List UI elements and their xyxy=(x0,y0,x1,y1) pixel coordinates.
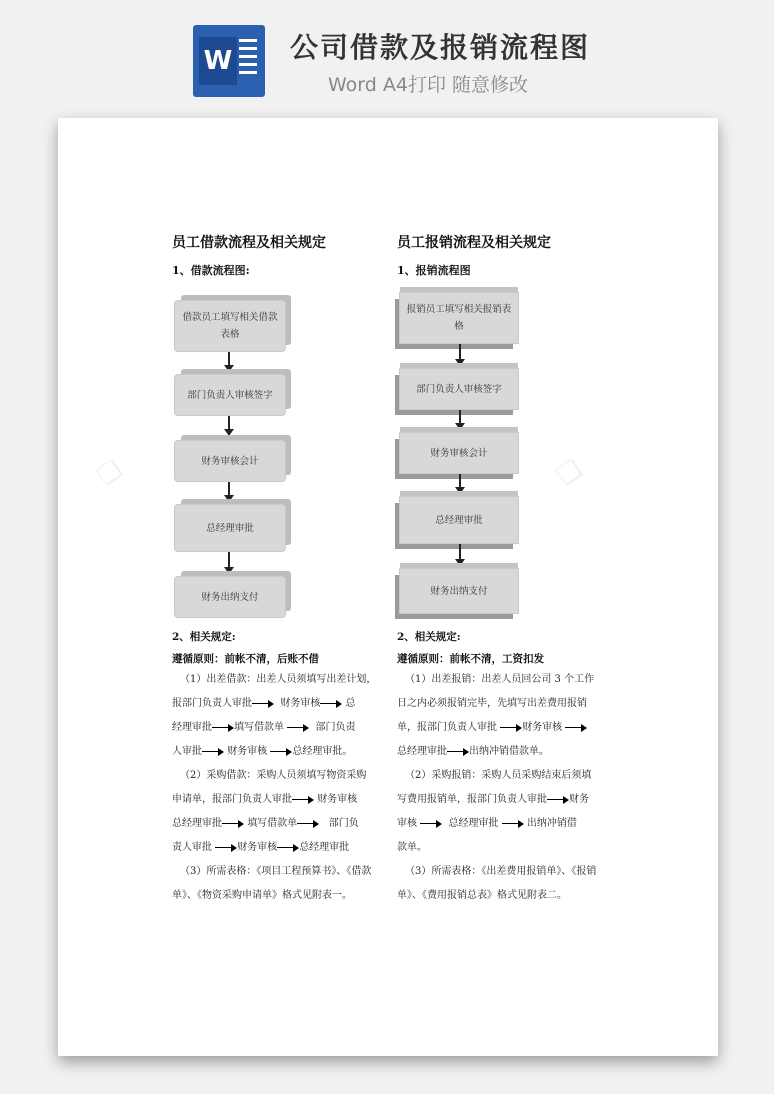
arrow-right-icon xyxy=(212,724,234,732)
text-line: （1）出差借款：出差人员须填写出差计划， xyxy=(180,674,377,685)
arrow-right-icon xyxy=(270,748,292,756)
text-line: （1）出差报销：出差人员回公司 3 个工作 xyxy=(405,674,595,685)
loan-flow-title: 1、借款流程图: xyxy=(172,264,250,277)
reimburse-rules-title: 2、相关规定: xyxy=(397,631,461,643)
flow-arrow xyxy=(228,352,230,366)
loan-rules-title: 2、相关规定: xyxy=(172,631,236,643)
text-line: 审核 总经理审批 出纳冲销借 xyxy=(397,818,577,829)
reimburse-flow-step-4: 总经理审批 xyxy=(399,496,519,544)
text-line: （2）采购借款：采购人员须填写物资采购 xyxy=(180,770,367,781)
text-line: 报部门负责人审批 财务审核 总 xyxy=(172,698,356,709)
reimburse-rule-2 xyxy=(397,764,591,860)
text-line: 责人审批 财务审核 总经理审批 xyxy=(172,842,350,853)
arrow-right-icon xyxy=(502,820,524,828)
word-icon-lines xyxy=(239,39,257,79)
text-line: 经理审批 填写借款单 部门负责 xyxy=(172,722,356,733)
reimburse-flow-step-1: 报销员工填写相关报销表格 xyxy=(399,292,519,344)
arrow-right-icon xyxy=(320,700,342,708)
arrow-right-icon xyxy=(202,748,224,756)
reimburse-flow-step-5: 财务出纳支付 xyxy=(399,568,519,614)
text-line: 申请单，报部门负责人审批 财务审核 xyxy=(172,794,358,805)
flow-arrow xyxy=(459,410,461,424)
arrow-right-icon xyxy=(252,700,274,708)
text-line: 单》、《物资采购申请单》格式见附表一。 xyxy=(172,890,352,901)
flow-arrow xyxy=(228,416,230,430)
arrow-right-icon xyxy=(447,748,469,756)
loan-principle: 遵循原则：前帐不清，后账不借 xyxy=(172,653,319,665)
reimburse-rule-3 xyxy=(397,860,596,908)
reimburse-flow-title: 1、报销流程图 xyxy=(397,264,471,277)
loan-flow-step-3: 财务审核会计 xyxy=(174,440,286,482)
text-line: 总经理审批 出纳冲销借款单。 xyxy=(397,746,549,757)
arrow-right-icon xyxy=(565,724,587,732)
arrow-right-icon xyxy=(215,844,237,852)
loan-flow-step-4: 总经理审批 xyxy=(174,504,286,552)
flow-arrow xyxy=(459,544,461,560)
arrow-right-icon xyxy=(287,724,309,732)
header xyxy=(0,0,774,110)
text-line: （2）采购报销：采购人员采购结束后须填 xyxy=(405,770,592,781)
arrow-right-icon xyxy=(222,820,244,828)
page-subtitle: Word A4打印 随意修改 xyxy=(328,74,529,96)
reimburse-principle: 遵循原则：前帐不清，工资扣发 xyxy=(397,653,544,665)
text-line: 日之内必须报销完毕，先填写出差费用报销 xyxy=(397,698,587,709)
text-line: 单，报部门负责人审批 财务审核 xyxy=(397,716,594,740)
text-line: 单》、《费用报销总表》格式见附表二。 xyxy=(397,890,567,901)
reimburse-flow-step-3: 财务审核会计 xyxy=(399,432,519,474)
arrow-right-icon xyxy=(500,724,522,732)
loan-section-title: 员工借款流程及相关规定 xyxy=(172,235,326,251)
loan-rule-1 xyxy=(172,668,376,764)
arrow-right-icon xyxy=(292,796,314,804)
page-title: 公司借款及报销流程图 xyxy=(290,31,591,64)
reimburse-section-title: 员工报销流程及相关规定 xyxy=(397,235,551,251)
flow-arrow xyxy=(459,344,461,360)
text-line: 写费用报销单，报部门负责人审批 财务 xyxy=(397,794,589,805)
arrow-right-icon xyxy=(277,844,299,852)
word-icon-letter: W xyxy=(199,37,237,85)
text-line: （3）所需表格：《出差费用报销单》、《报销 xyxy=(405,866,597,877)
flow-arrow xyxy=(459,474,461,488)
watermark: ❏ xyxy=(551,454,588,492)
flow-arrow xyxy=(228,482,230,496)
reimburse-rule-1 xyxy=(397,668,594,764)
watermark: ❏ xyxy=(91,454,128,492)
text-line: 人审批 财务审核 总经理审批。 xyxy=(172,746,353,757)
arrow-right-icon xyxy=(547,796,569,804)
loan-rule-2 xyxy=(172,764,366,860)
loan-flow-step-5: 财务出纳支付 xyxy=(174,576,286,618)
text-line: 总经理审批 填写借款单 部门负 xyxy=(172,818,359,829)
document-page xyxy=(58,118,718,1056)
reimburse-flow-step-2: 部门负责人审核签字 xyxy=(399,368,519,410)
loan-rule-3 xyxy=(172,860,371,908)
flow-arrow xyxy=(228,552,230,568)
arrow-right-icon xyxy=(420,820,442,828)
arrow-right-icon xyxy=(297,820,319,828)
loan-flow-step-2: 部门负责人审核签字 xyxy=(174,374,286,416)
text-line: （3）所需表格：《项目工程预算书》、《借款 xyxy=(180,866,372,877)
word-document-icon xyxy=(193,25,265,97)
loan-flow-step-1: 借款员工填写相关借款表格 xyxy=(174,300,286,352)
text-line: 款单。 xyxy=(397,842,427,853)
